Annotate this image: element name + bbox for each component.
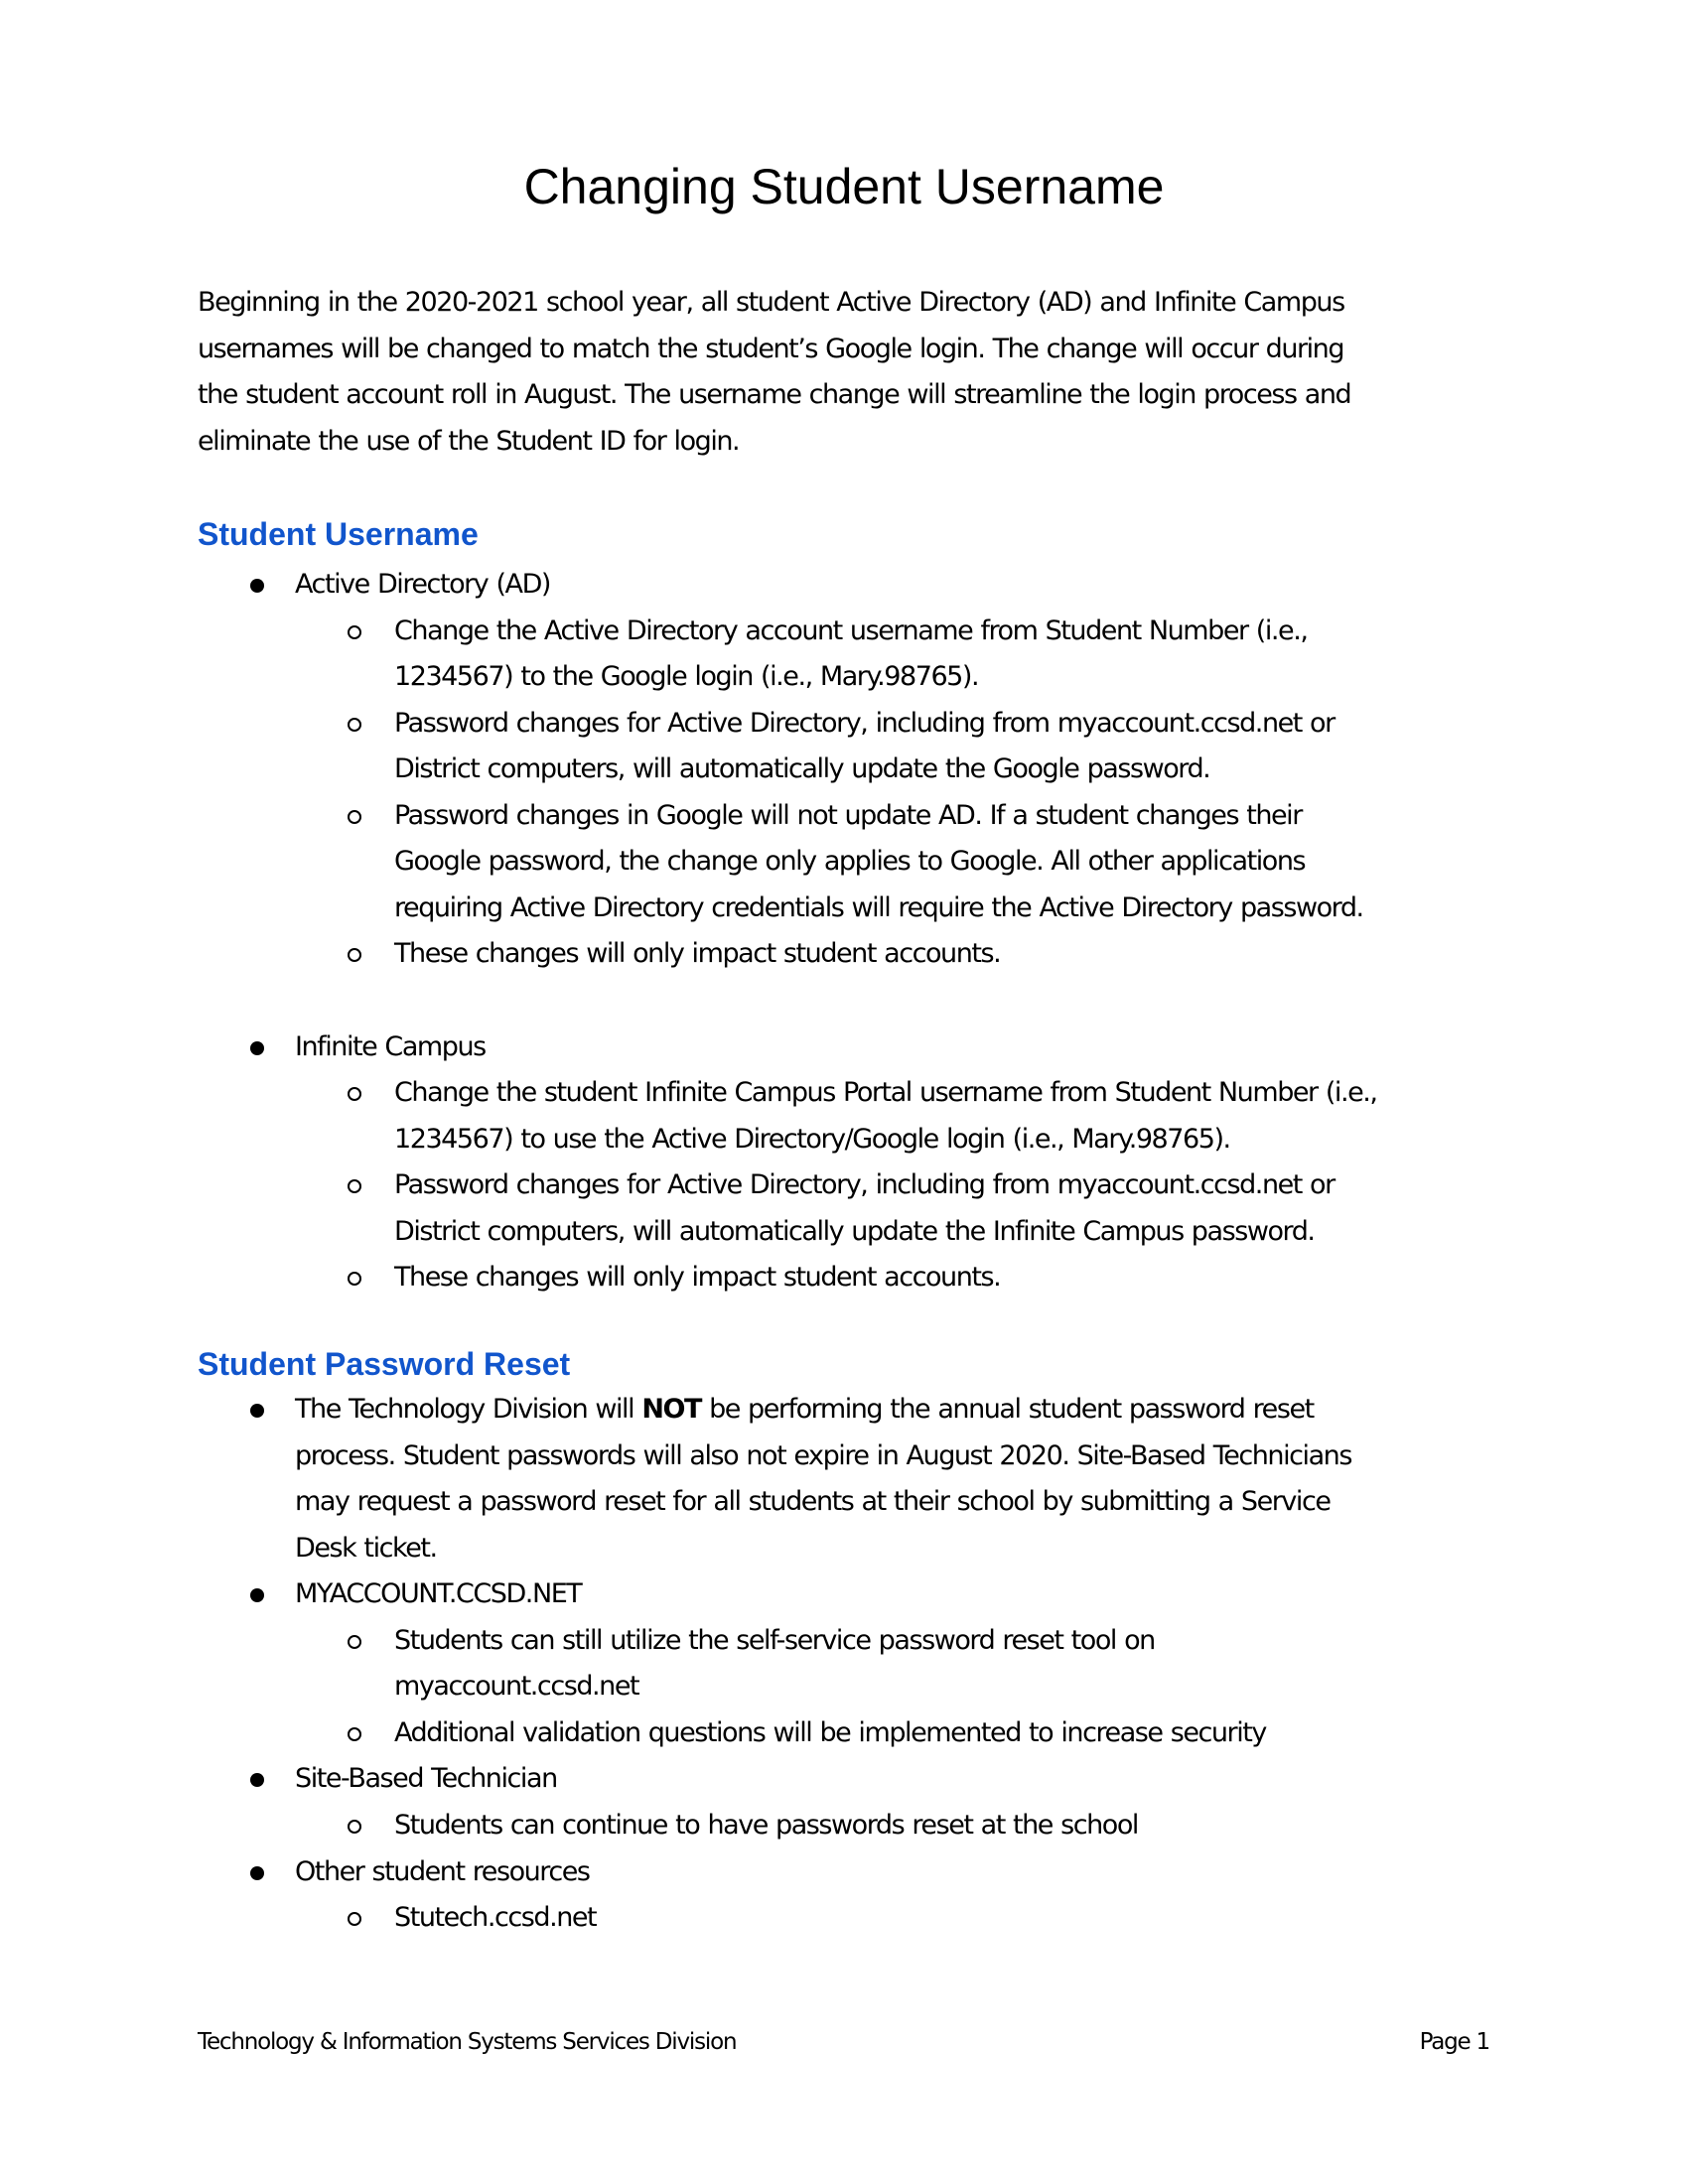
list-item: Active Directory (AD) bbox=[295, 569, 551, 600]
bullet-circle-icon bbox=[348, 948, 361, 962]
bullet-circle-icon bbox=[348, 1635, 361, 1649]
bullet-circle-icon bbox=[348, 625, 361, 639]
bullet-circle-icon bbox=[348, 1727, 361, 1741]
sub-list-item: Password changes for Active Directory, including from myaccount.ccsd.net or bbox=[394, 1169, 1335, 1201]
list-item: Site-Based Technician bbox=[295, 1763, 557, 1795]
bullet-disc-icon bbox=[250, 1866, 264, 1880]
bullet-disc-icon bbox=[250, 1041, 264, 1055]
sub-list-item: District computers, will automatically update the Google password. bbox=[394, 753, 1210, 785]
bullet-circle-icon bbox=[348, 718, 361, 732]
sub-list-item: District computers, will automatically update the Infinite Campus password. bbox=[394, 1215, 1315, 1247]
sub-list-item: myaccount.ccsd.net bbox=[394, 1671, 639, 1703]
intro-line: eliminate the use of the Student ID for login. bbox=[198, 425, 740, 457]
section-heading: Student Password Reset bbox=[198, 1346, 571, 1382]
sub-list-item: Change the student Infinite Campus Portal username from Student Number (i.e., bbox=[394, 1077, 1377, 1109]
bullet-circle-icon bbox=[348, 1087, 361, 1101]
sub-list-item: Password changes for Active Directory, including from myaccount.ccsd.net or bbox=[394, 707, 1335, 739]
sub-list-item: These changes will only impact student accounts. bbox=[394, 1262, 1001, 1294]
sub-list-item: requiring Active Directory credentials will require the Active Directory password. bbox=[394, 891, 1363, 923]
footer-page-number: Page 1 bbox=[1419, 2029, 1489, 2055]
footer-division: Technology & Information Systems Services Division bbox=[198, 2029, 737, 2055]
sub-list-item: 1234567) to the Google login (i.e., Mary.98765). bbox=[394, 661, 979, 693]
bullet-circle-icon bbox=[348, 1820, 361, 1834]
intro-line: Beginning in the 2020-2021 school year, all student Active Directory (AD) and Infinite Campus bbox=[198, 287, 1344, 318]
bullet-disc-icon bbox=[250, 1773, 264, 1787]
bullet-disc-icon bbox=[250, 579, 264, 593]
list-item: MYACCOUNT.CCSD.NET bbox=[295, 1578, 582, 1610]
list-item: process. Student passwords will also not expire in August 2020. Site-Based Technicians bbox=[295, 1439, 1351, 1471]
sub-list-item: Stutech.ccsd.net bbox=[394, 1902, 597, 1934]
bullet-circle-icon bbox=[348, 1179, 361, 1193]
bullet-circle-icon bbox=[348, 810, 361, 824]
sub-list-item: Google password, the change only applies to Google. All other applications bbox=[394, 846, 1306, 878]
bullet-disc-icon bbox=[250, 1588, 264, 1602]
list-item-text: The Technology Division will bbox=[295, 1394, 642, 1425]
emphasis-text: NOT bbox=[641, 1394, 701, 1425]
intro-line: the student account roll in August. The username change will streamline the login process and bbox=[198, 379, 1351, 411]
sub-list-item: Password changes in Google will not update AD. If a student changes their bbox=[394, 799, 1302, 831]
list-item: may request a password reset for all students at their school by submitting a Service bbox=[295, 1486, 1331, 1518]
document-title: Changing Student Username bbox=[523, 159, 1165, 214]
list-item-text: be performing the annual student password reset bbox=[700, 1394, 1314, 1425]
sub-list-item: Additional validation questions will be implemented to increase security bbox=[394, 1716, 1266, 1748]
list-item: Infinite Campus bbox=[295, 1030, 486, 1062]
sub-list-item: Change the Active Directory account username from Student Number (i.e., bbox=[394, 614, 1308, 646]
sub-list-item: These changes will only impact student accounts. bbox=[394, 938, 1001, 970]
sub-list-item: Students can still utilize the self-service password reset tool on bbox=[394, 1624, 1155, 1656]
intro-line: usernames will be changed to match the student’s Google login. The change will occur during bbox=[198, 333, 1344, 364]
list-item bbox=[295, 1390, 1314, 1430]
sub-list-item: 1234567) to use the Active Directory/Google login (i.e., Mary.98765). bbox=[394, 1123, 1230, 1155]
bullet-circle-icon bbox=[348, 1272, 361, 1286]
bullet-disc-icon bbox=[250, 1404, 264, 1418]
section-heading: Student Username bbox=[198, 516, 479, 552]
list-item: Other student resources bbox=[295, 1855, 590, 1887]
list-item: Desk ticket. bbox=[295, 1532, 437, 1564]
bullet-circle-icon bbox=[348, 1912, 361, 1926]
intro-paragraph bbox=[198, 280, 1488, 465]
sub-list-item: Students can continue to have passwords reset at the school bbox=[394, 1809, 1138, 1841]
